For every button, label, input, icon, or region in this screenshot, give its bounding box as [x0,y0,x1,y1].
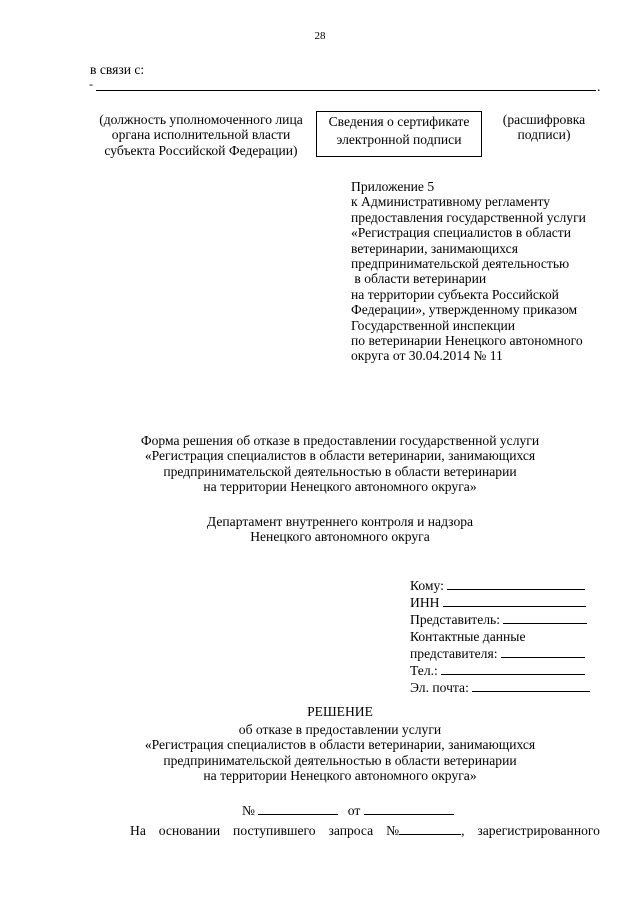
form-title: Форма решения об отказе в предоставлении государственной услуги «Регистрация специалистов в области ветеринарии, занимающихся предпринимательской деятельностью в области ветеринарии на территории Ненецкого автономного округа» [140,433,540,495]
recipient-representative-field: Представитель: [410,611,600,628]
recipient-to-blank [447,577,585,590]
recipient-inn-blank [443,594,586,607]
recipient-phone-blank [441,662,585,675]
reason-line [96,90,596,91]
recipient-block [410,577,600,696]
certificate-box: Сведения о сертификате электронной подписи [316,111,482,157]
recipient-contact-field: представителя: [410,645,600,662]
in-connection-label: в связи с: [90,62,145,77]
request-number-blank [399,822,461,835]
decision-number-blank [258,802,338,815]
recipient-email-field: Эл. почта: [410,679,600,696]
reason-end-mark: . [597,79,601,94]
signature-decoding-caption: (расшифровка подписи) [502,112,586,143]
recipient-inn-field: ИНН [410,594,600,611]
decision-subtitle: об отказе в предоставлении услуги «Регистрация специалистов в области ветеринарии, занимающихся предпринимательской деятельностью в области ветеринарии на территории Ненецкого автономного округа» [144,722,536,784]
decision-title: РЕШЕНИЕ [307,704,373,719]
decision-date-blank [364,802,454,815]
recipient-to-field: Кому: [410,577,600,594]
recipient-representative-blank [503,611,587,624]
page-number: 28 [314,30,326,42]
official-position-caption: (должность уполномоченного лица органа исполнительной власти субъекта Российской Федерации) [99,112,303,158]
decision-number-date: № от [242,802,454,819]
dash-mark: - [89,77,93,91]
appendix-block: Приложение 5 к Административному регламенту предоставления государственной услуги «Регистрация специалистов в области ветеринарии, занимающихся предпринимательской деятельностью в области ветеринарии на территории субъекта Российской Федерации», утвержденному приказом Государственной инспекции по ветеринарии Ненецкого автономного округа от 30.04.2014 № 11 [351,179,586,364]
recipient-contact-label: Контактные данные [410,629,526,644]
recipient-contact-blank [501,645,585,658]
recipient-email-blank [472,679,590,692]
department-name: Департамент внутреннего контроля и надзора Ненецкого автономного округа [206,514,474,545]
basis-paragraph: На основании поступившего запроса № , зарегистрированного [130,823,600,838]
recipient-phone-field: Тел.: [410,662,600,679]
